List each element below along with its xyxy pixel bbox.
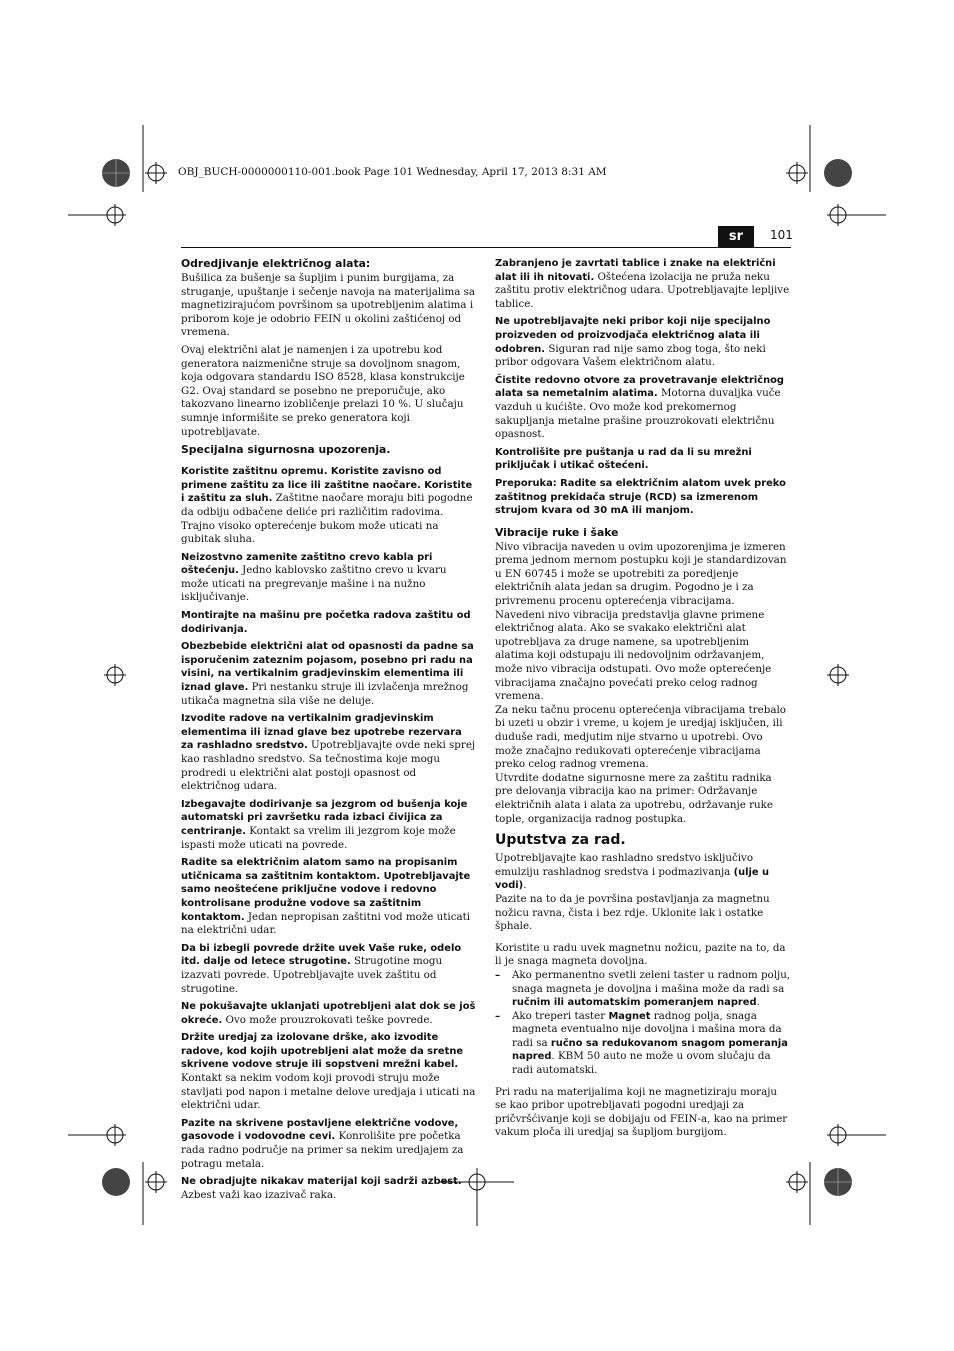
section-heading-safety: Specijalna sigurnosna upozorenja. <box>181 443 391 457</box>
warning: Izbegavajte dodirivanje sa jezgrom od bušenja koje automatski pri završetku rada izbaci čivijica za centriranje. Kontakt sa vrelim ili jezgrom koje može ispasti može uticati na povrede. <box>181 798 468 851</box>
warning: Čistite redovno otvore za provetravanje električnog alata sa nemetalnim alatima. Motorna duvaljka vuče vazduh u kućište. Ovo može kod prekomernog sakupljanja metalne prašine prouzrokovati električnu opasnost. <box>495 374 784 441</box>
section-heading-tool-definition: Odredjivanje električnog alata: <box>181 257 371 270</box>
recommendation: Preporuka: Radite sa električnim alatom uvek preko zaštitnog prekidača struje (RCD) sa izmerenom strujom kvara od 30 mA ili manjom. <box>495 477 786 517</box>
warning: Ne obradjujte nikakav materijal koji sadrži azbest. Azbest važi kao izazivač raka. <box>181 1176 462 1201</box>
right-column <box>495 257 791 1144</box>
warning: Kontrolišite pre puštanja u rad da li su mrežni priključak i utikač oštećeni. <box>495 446 752 472</box>
paragraph: Nivo vibracija naveden u ovim upozorenjima je izmeren prema jednom mernom postupku koji je standardizovan u EN 60745 i može se upotrebiti za poredjenje električnih alata jedan sa drugim. Pogodno je i za privremenu procenu opterećenja vibracijama. <box>495 540 787 608</box>
paragraph: Za neku tačnu procenu opterećenja vibracijama trebalo bi uzeti u obzir i vreme, u kojem je uredjaj isključen, ili duduše radi, medjutim nije stvarno u upotrebi. Ovo može značajno redukovati opterećenje vibracijama preko celog radnog vremena. <box>495 703 786 771</box>
warning: Radite sa električnim alatom samo na propisanim utičnicama sa zaštitnim kontaktom. Upotrebljavajte samo neoštećene priključne vodove i redovno kontrolisane produžne vodove sa zaštitnim kontaktom. Jedan nepropisan zaštitni vod može uticati na električni udar. <box>181 857 471 937</box>
paragraph: Upotrebljavajte kao rashladno sredstvo isključivo emulziju rashladnog sredstva i podmazivanja (ulje u vodi). <box>495 852 770 892</box>
section-heading-vibration: Vibracije ruke i šake <box>495 525 619 539</box>
paragraph: Koristite u radu uvek magnetnu nožicu, pazite na to, da li je snaga magneta dovoljna. <box>495 941 786 968</box>
warning: Ne pokušavajte uklanjati upotrebljeni alat dok se još okreće. Ovo može prouzrokovati teške povrede. <box>181 1001 476 1026</box>
warning: Ne upotrebljavajte neki pribor koji nije specijalno proizveden od proizvodjača električnog alata ili odobren. Siguran rad nije samo zbog toga, što neki pribor odgovara Vašem električnom alatu. <box>495 316 771 369</box>
paragraph: Navedeni nivo vibracija predstavlja glavne primene električnog alata. Ako se svakako električni alat upotrebljava za druge namene, sa upotrebljenim alatima koji odstupaju ili nedovoljnim održavanjem, može nivo vibracija odstupati. Ovo može opterećenje vibracijama značajno povećati preko celog radnog vremena. <box>495 608 772 703</box>
warning: Obezbebide električni alat od opasnosti da padne sa isporučenim zateznim pojasom, posebno pri radu na visini, na vertikalnim gradjevinskim elementima ili iznad glave. Pri nestanku struje ili izvlačenja mrežnog utikača magnetna sila više ne deluje. <box>181 641 474 707</box>
paragraph: Bušilica za bušenje sa šupljim i punim burgijama, za struganje, upuštanje i sečenje navoja na materijalima sa magnetizirajućom površinom sa upotrebljenim alatima i priborom koje je odobrio FEIN u okolini zaštićenoj od vremena. <box>181 272 476 339</box>
list-item: – Ako permanentno svetli zeleni taster u radnom polju, snaga magneta je dovoljna i mašina može da radi sa ručnim ili automatskim pomeranjem napred. <box>495 969 791 1010</box>
warning: Da bi izbegli povrede držite uvek Vaše ruke, odelo itd. dalje od letece strugotine. Strugotine mogu izazvati povrede. Upotrebljavajte uvek zaštitu od strugotine. <box>181 942 462 995</box>
warning: Izvodite radove na vertikalnim gradjevinskim elementima ili iznad glave bez upotrebe rezervara za rashladno sredstvo. Upotrebljavajte ovde neki sprej kao rashladno sredstvo. Sa tečnostima koje mogu prodredi u električni alat postoji opasnost od električnog udara. <box>181 713 476 793</box>
paragraph: Utvrdite dodatne sigurnosne mere za zaštitu radnika pre delovanja vibracija kao na primer: Održavanje električnih alata i alata za upotrebu, održavanje ruke tople, organizacija radnog postupka. <box>495 771 773 825</box>
warning: Držite uredjaj za izolovane drške, ako izvodite radove, kod kojih upotrebljeni alat može da sretne skrivene vodove struje ili sopstveni mrežni kabel. Kontakt sa nekim vodom koji provodi struju može stavljati pod napon i metalne delove uredjaja i uticati na električni udar. <box>181 1032 476 1112</box>
instruction-list <box>495 969 791 1078</box>
paragraph: Ovaj električni alat je namenjen i za upotrebu kod generatora naizmenične struje sa dovoljnom snagom, koja odgovara standardu ISO 8528, klasa konstrukcije G2. Ovaj standard se posebno ne preporučuje, ako takozvano linearno izobličenje prelazi 10 %. U slučaju sumnje informišite se preko generatora koji upotrebljavate. <box>181 343 465 438</box>
paragraph: Pazite na to da je površina postavljanja za magnetnu nožicu ravna, čista i bez rdje. Uklonite lak i ostatke šphale. <box>495 892 770 933</box>
language-tab: sr <box>718 226 754 247</box>
section-heading-instructions: Uputstva za rad. <box>495 832 626 849</box>
print-header: OBJ_BUCH-0000000110-001.book Page 101 Wednesday, April 17, 2013 8:31 AM <box>178 166 607 178</box>
warning: Koristite zaštitnu opremu. Koristite zavisno od primene zaštitu za lice ili zaštitne naočare. Koristite i zaštitu za sluh. Zaštitne naočare moraju biti pogodne da odbiju odbačene deliće pri različitim radovima. Trajno visoko opterećenje bukom može uticati na gubitak sluha. <box>181 466 473 546</box>
list-item: – Ako treperi taster Magnet radnog polja, snaga magneta eventualno nije dovoljna i mašina mora da radi sa ručno sa redukovanom snagom pomeranja napred. KBM 50 auto ne može u ovom slučaju da radi automatski. <box>495 1010 791 1078</box>
left-column <box>181 257 477 1206</box>
warning: Zabranjeno je zavrtati tablice i znake na električni alat ili ih nitovati. Oštećena izolacija ne pruža neku zaštitu protiv električnog udara. Upotrebljavajte lepljive tablice. <box>495 258 790 310</box>
paragraph: Pri radu na materijalima koji ne magnetiziraju moraju se kao pribor upotrebljavati pogodni uredjaji za pričvršćivanje koji se dobijaju od FEIN-a, kao na primer vakum ploča ili uredjaj sa šupljom burgijom. <box>495 1085 788 1139</box>
page-number: 101 <box>770 228 793 242</box>
warning: Montirajte na mašinu pre početka radova zaštitu od dodirivanja. <box>181 610 471 635</box>
header-rule <box>181 247 791 248</box>
warning: Neizostvno zamenite zaštitno crevo kabla pri oštećenju. Jedno kablovsko zaštitno crevo u kvaru može uticati na pregrevanje mašine i na nužno isključivanje. <box>181 551 447 604</box>
warning: Pazite na skrivene postavljene električne vodove, gasovode i vodovodne cevi. Konrolišite pre početka rada radno područje na primer sa nekim uredjajem za potragu metala. <box>181 1117 464 1170</box>
